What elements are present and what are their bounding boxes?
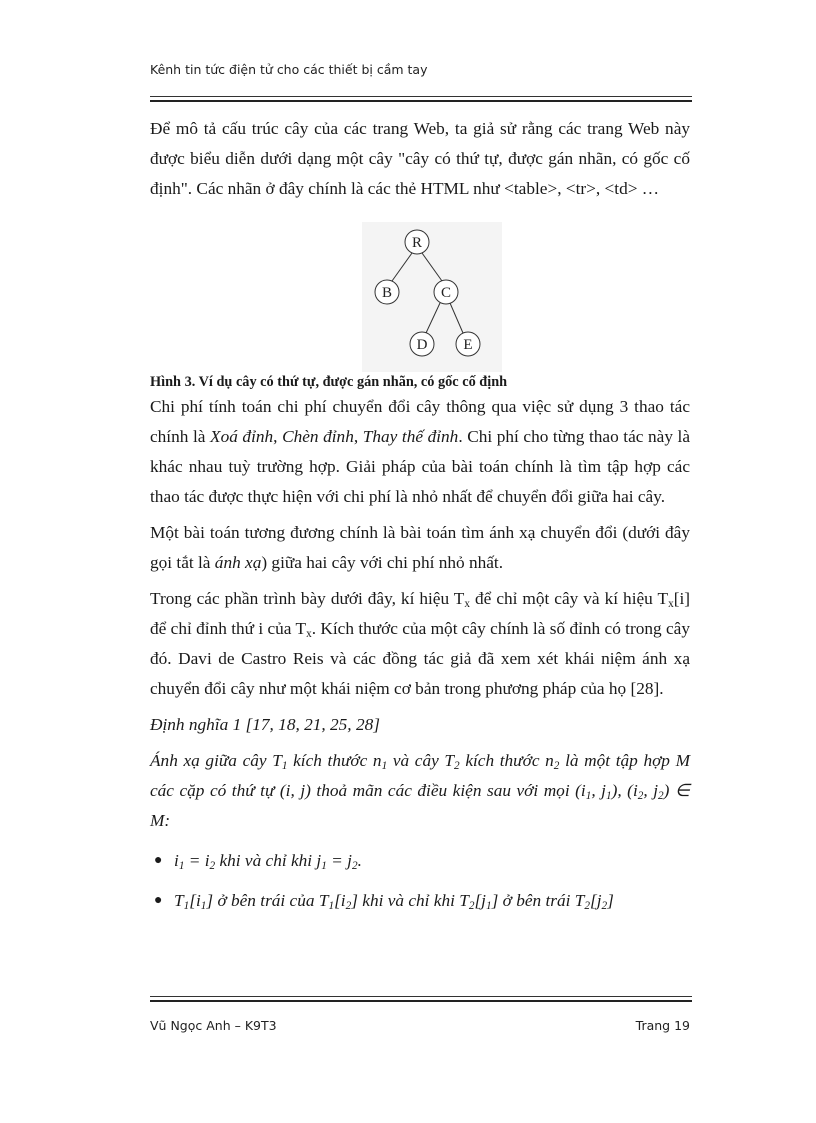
footer-author: Vũ Ngọc Anh – K9T3 bbox=[150, 1018, 277, 1033]
edge-r-b bbox=[392, 253, 412, 281]
footer-rule-thick bbox=[150, 1000, 692, 1002]
term-delete-node: Xoá đỉnh bbox=[210, 427, 274, 446]
bullet-icon: ● bbox=[154, 893, 163, 908]
header-rule-thin bbox=[150, 96, 692, 97]
edge-c-e bbox=[450, 303, 463, 333]
edge-r-c bbox=[422, 253, 442, 281]
condition-2: ● $T_1[i_1]$ ở bên trái của $T_1[i_2]$ khi và chỉ khi $T_2[j_1]$ ở bên trái $T_2[j_2]$ bbox=[150, 886, 690, 916]
running-header: Kênh tin tức điện tử cho các thiết bị cầm tay bbox=[150, 62, 428, 77]
tree-diagram bbox=[362, 222, 502, 372]
paragraph-operations: Chi phí tính toán chi phí chuyển đổi cây thông qua việc sử dụng 3 thao tác chính là Xoá đỉnh, Chèn đỉnh, Thay thế đỉnh. Chi phí cho từng thao tác này là khác nhau tuỳ trường hợp. Giải pháp của bài toán chính là tìm tập hợp các thao tác được thực hiện với chi phí là nhỏ nhất để chuyển đổi giữa hai cây. bbox=[150, 397, 691, 506]
figure-caption: Hình 3. Ví dụ cây có thứ tự, được gán nhãn, có gốc cố định bbox=[150, 374, 508, 390]
edge-c-d bbox=[426, 303, 440, 333]
node-r-label: R bbox=[411, 235, 423, 251]
term-mapping: ánh xạ bbox=[214, 553, 262, 572]
condition-1: ● $i_1 = i_2$ khi và chỉ khi $j_1 = j_2$. bbox=[150, 846, 690, 876]
tree-figure-box bbox=[362, 222, 502, 372]
tree-figure bbox=[150, 222, 690, 372]
node-e-label: E bbox=[463, 337, 473, 353]
definition-title: Định nghĩa 1 [17, 18, 21, 25, 28] bbox=[150, 715, 380, 734]
intro-paragraph: Để mô tả cấu trúc cây của các trang Web, ta giả sử rằng các trang Web này được biểu diễn dưới dạng một cây "cây có thứ tự, được gán nhãn, có gốc cố định". Các nhãn ở đây chính là các thẻ HTML như <table>, <tr>, <td> … bbox=[150, 119, 690, 198]
node-c-label: C bbox=[440, 285, 452, 301]
definition-conditions bbox=[150, 846, 690, 916]
definition-text: Ánh xạ giữa cây $T_1$ kích thước $n_1$ và cây $T_2$ kích thước $n_2$ là một tập hợp M các cặp có thứ tự (i, j) thoả mãn các điều kiện sau với mọi ($i_1$, $j_1$), ($i_2$, $j_2$) ∈ M: bbox=[150, 751, 690, 830]
node-d-label: D bbox=[416, 337, 428, 353]
paragraph-mapping: Một bài toán tương đương chính là bài toán tìm ánh xạ chuyển đổi (dưới đây gọi tắt là ánh xạ) giữa hai cây với chi phí nhỏ nhất. bbox=[150, 523, 690, 572]
node-b-label: B bbox=[381, 285, 393, 301]
bullet-icon: ● bbox=[154, 853, 163, 868]
page-body bbox=[150, 114, 690, 916]
page-number: Trang 19 bbox=[635, 1018, 690, 1033]
footer-rule-thin bbox=[150, 996, 692, 997]
term-replace-node: Thay thế đỉnh bbox=[362, 427, 459, 446]
term-insert-node: Chèn đỉnh bbox=[282, 427, 354, 446]
paragraph-notation: Trong các phần trình bày dưới đây, kí hiệu $T_x$ để chỉ một cây và kí hiệu $T_x[i]$ để chỉ đỉnh thứ i của $T_x$. Kích thước của một cây chính là số đỉnh có trong cây đó. Davi de Castro Reis và các đồng tác giả đã xem xét khái niệm ánh xạ chuyển đổi cây như một khái niệm cơ bản trong phương pháp của họ [28]. bbox=[150, 589, 690, 698]
header-rule-thick bbox=[150, 100, 692, 102]
